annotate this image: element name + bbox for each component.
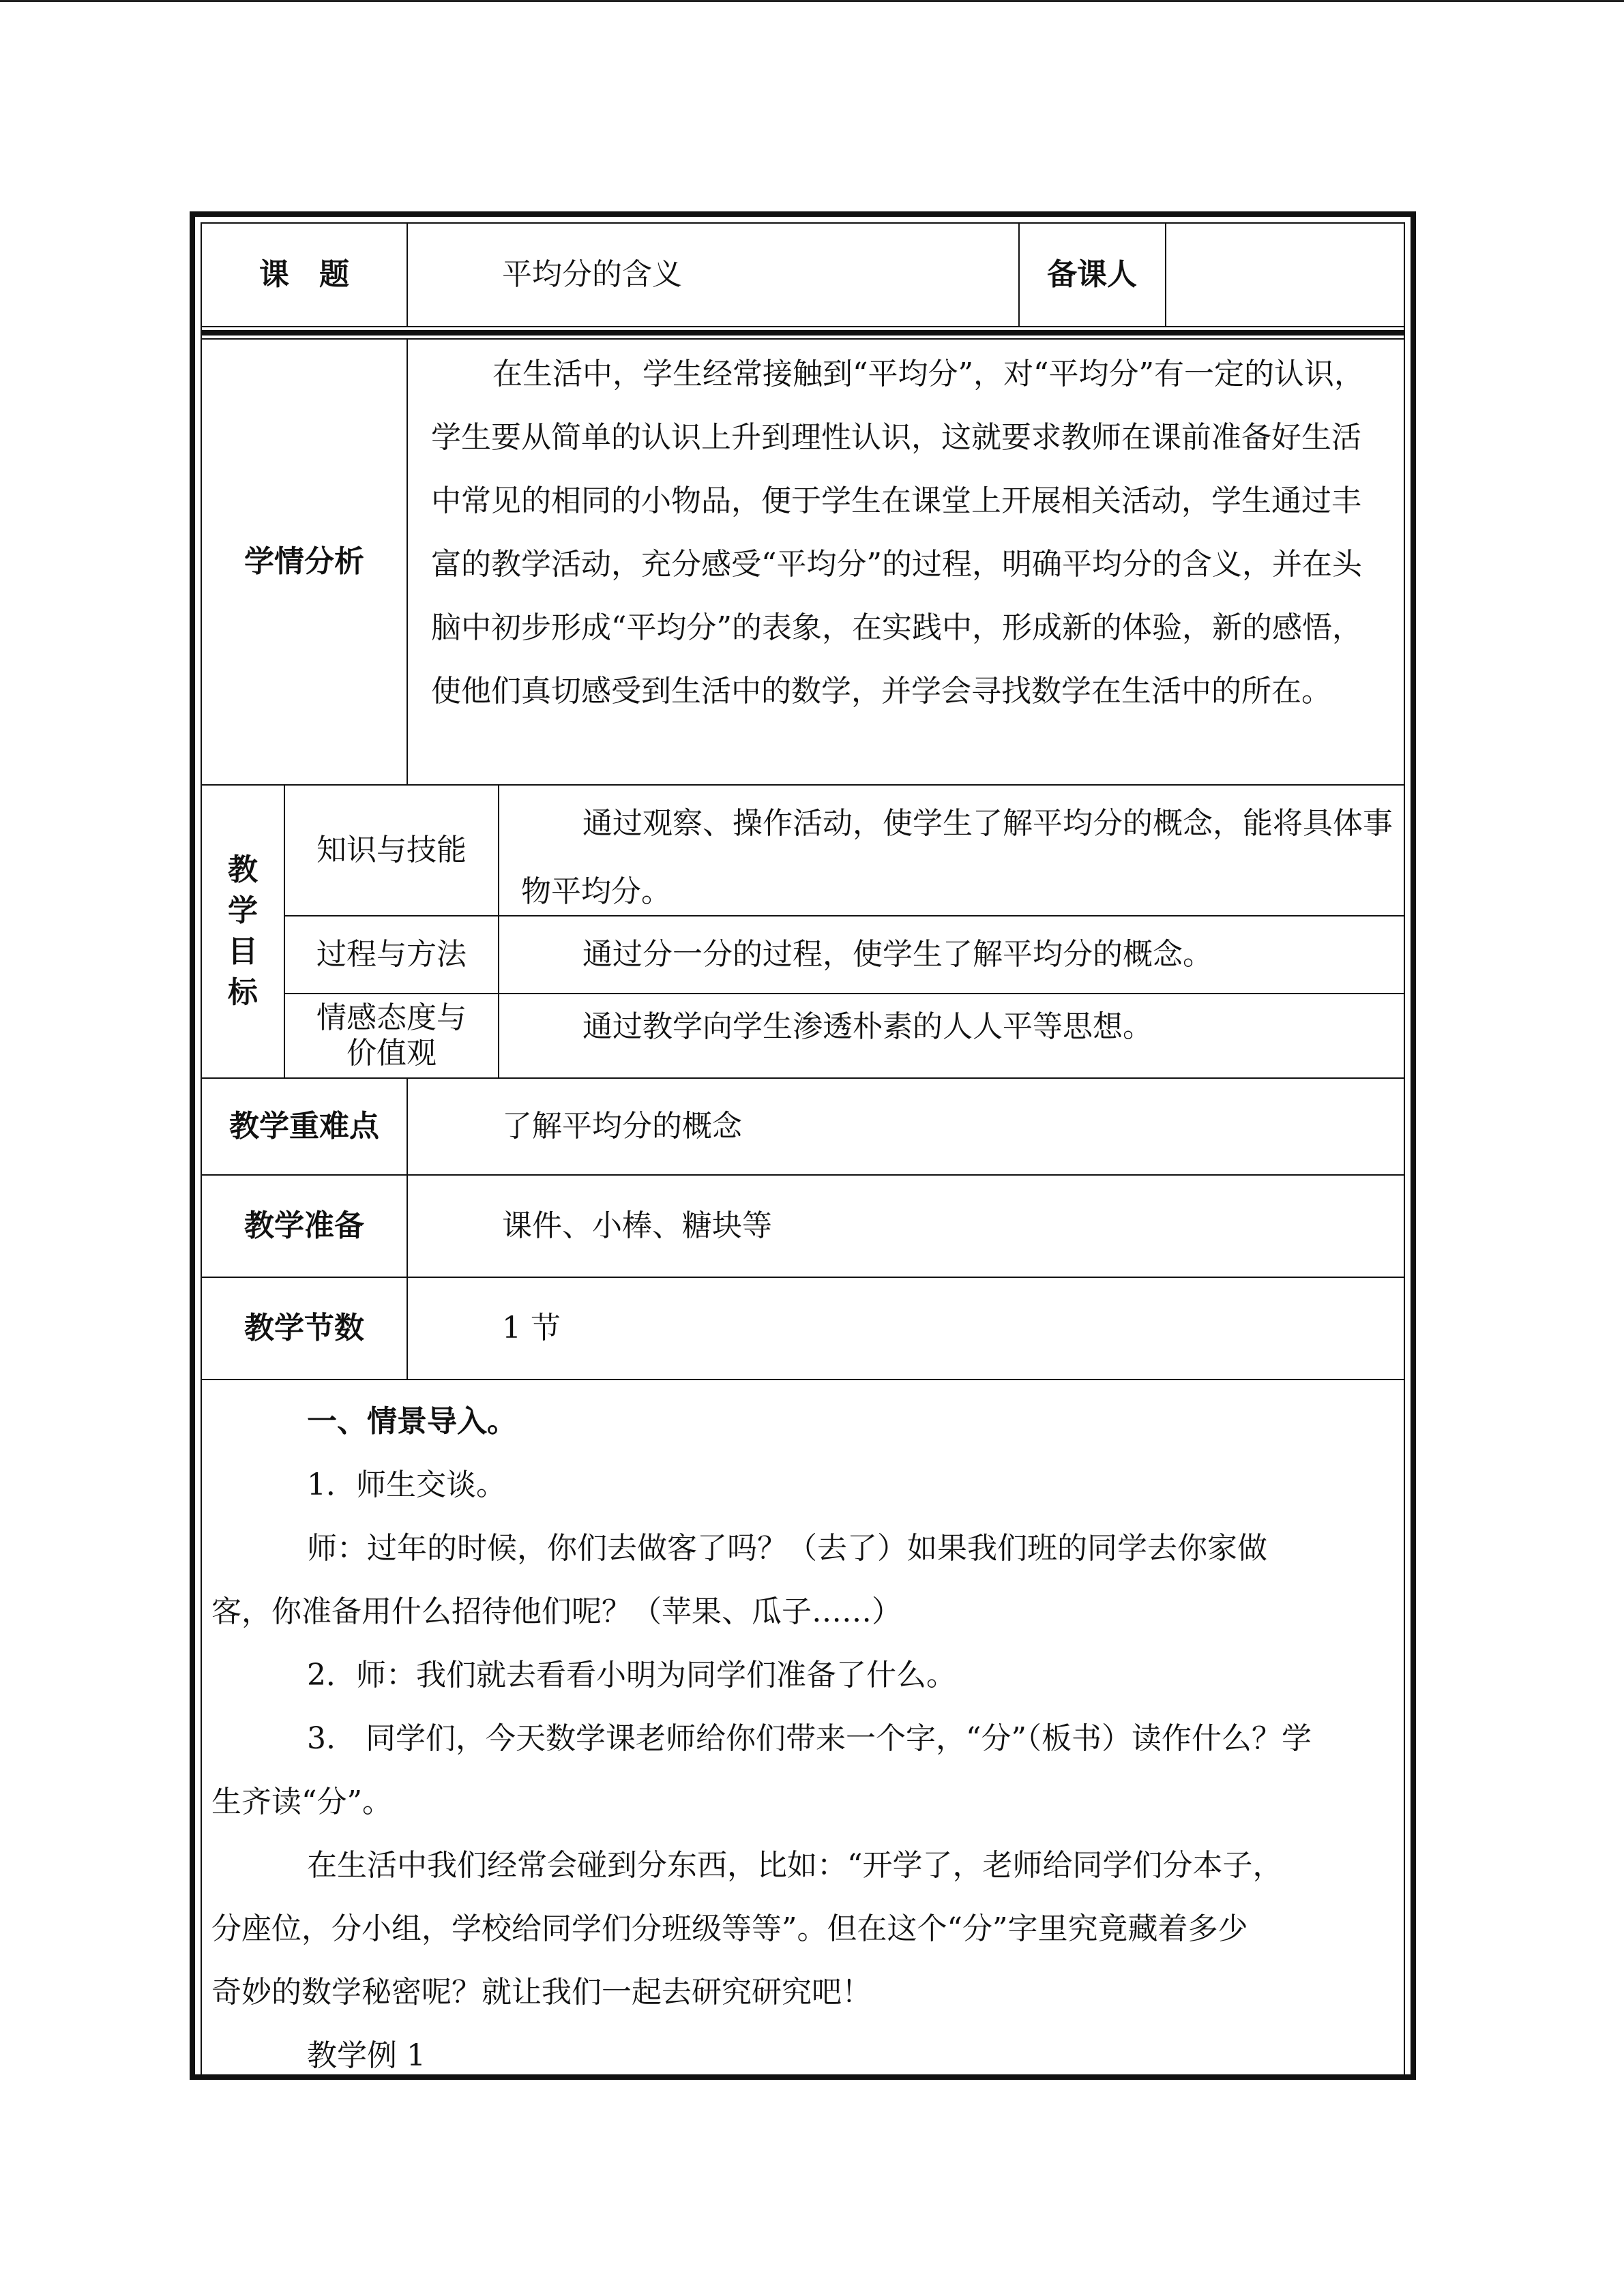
periods-value: 1 节	[502, 1311, 561, 1345]
lesson-plan-table	[190, 211, 1416, 2080]
objective-row-1-label: 知识与技能	[316, 833, 467, 867]
process-paragraph-6: 教学例 1	[307, 2038, 426, 2073]
preparation-label: 教学准备	[244, 1208, 364, 1243]
periods-bottom	[202, 1379, 1404, 1380]
process-paragraph-2b: 客，你准备用什么招待他们呢？（苹果、瓜子……）	[211, 1594, 902, 1629]
header-divider-2	[1018, 224, 1020, 326]
teaching-process	[211, 1390, 1405, 2072]
header-bottom-thick	[202, 330, 1404, 336]
student-analysis-label: 学情分析	[244, 544, 364, 579]
analysis-divider	[407, 340, 408, 784]
topic-value: 平均分的含义	[502, 257, 682, 292]
objective-row-2-label: 过程与方法	[316, 937, 467, 972]
objective-row-1-paragraph: 通过观察、操作活动，使学生了解平均分的概念，能将具体事物平均分。	[521, 806, 1393, 909]
preparation-divider	[407, 1176, 408, 1277]
header-divider-3	[1165, 224, 1166, 326]
key-points-divider	[407, 1079, 408, 1174]
topic-label: 课 题	[259, 257, 349, 292]
preparer-value	[1166, 224, 1405, 326]
objective-row-2-text: 通过分一分的过程，使学生了解平均分的概念。	[582, 937, 1213, 972]
process-paragraph-2a: 师：过年的时候，你们去做客了吗？（去了）如果我们班的同学去你家做	[307, 1531, 1267, 1566]
periods-divider	[407, 1278, 408, 1379]
objectives-label-char-2: 学	[228, 893, 258, 928]
process-paragraph-3: 2．师：我们就去看看小明为同学们准备了什么。	[307, 1658, 956, 1693]
page-top-border	[0, 0, 1624, 2]
process-paragraph-5c: 奇妙的数学秘密呢？就让我们一起去研究研究吧！	[211, 1975, 872, 2010]
objective-row-1-text	[521, 790, 1401, 912]
student-analysis-paragraph: 在生活中，学生经常接触到“平均分”，对“平均分”有一定的认识，学生要从简单的认识上升到理性认识，这就要求教师在课前准备好生活中常见的相同的小物品，便于学生在课堂上开展相关活动，学生通过丰富的教学活动，充分感受“平均分”的过程，明确平均分的含义，并在头脑中初步形成“平均分”的表象，在实践中，形成新的体验，新的感悟，使他们真切感受到生活中的数学，并学会寻找数学在生活中的所在。	[431, 357, 1364, 709]
process-paragraph-4a: 3. 同学们，今天数学课老师给你们带来一个字，“分”（板书）读作什么？学	[307, 1721, 1312, 1756]
preparer-label: 备课人	[1047, 257, 1137, 292]
header-divider-1	[407, 224, 408, 326]
process-paragraph-5a: 在生活中我们经常会碰到分东西，比如：“开学了，老师给同学们分本子，	[307, 1848, 1283, 1883]
objective-row-3-label	[285, 994, 498, 1077]
periods-label: 教学节数	[244, 1311, 364, 1345]
objective-row-3-label-line2: 价值观	[346, 1036, 437, 1071]
objectives-label-char-4: 标	[228, 975, 258, 1010]
header-bottom-thin	[202, 326, 1404, 327]
process-paragraph-5b: 分座位，分小组，学校给同学们分班级等等”。但在这个“分”字里究竟藏着多少	[211, 1911, 1248, 1946]
process-heading: 一、情景导入。	[307, 1404, 517, 1439]
preparation-value: 课件、小棒、糖块等	[502, 1208, 772, 1243]
objective-row-3-text: 通过教学向学生渗透朴素的人人平等思想。	[582, 1009, 1153, 1044]
objectives-divider-2	[498, 786, 499, 1077]
key-points-label: 教学重难点	[229, 1109, 379, 1144]
objectives-label	[202, 786, 284, 1077]
student-analysis-text	[431, 342, 1386, 786]
key-points-value: 了解平均分的概念	[502, 1109, 742, 1144]
process-paragraph-4b: 生齐读“分”。	[211, 1785, 392, 1819]
process-paragraph-1: 1．师生交谈。	[307, 1467, 506, 1502]
objective-row-3-label-line1: 情感态度与	[316, 1000, 467, 1035]
objectives-label-char-1: 教	[228, 852, 258, 887]
objectives-label-char-3: 目	[228, 934, 258, 969]
